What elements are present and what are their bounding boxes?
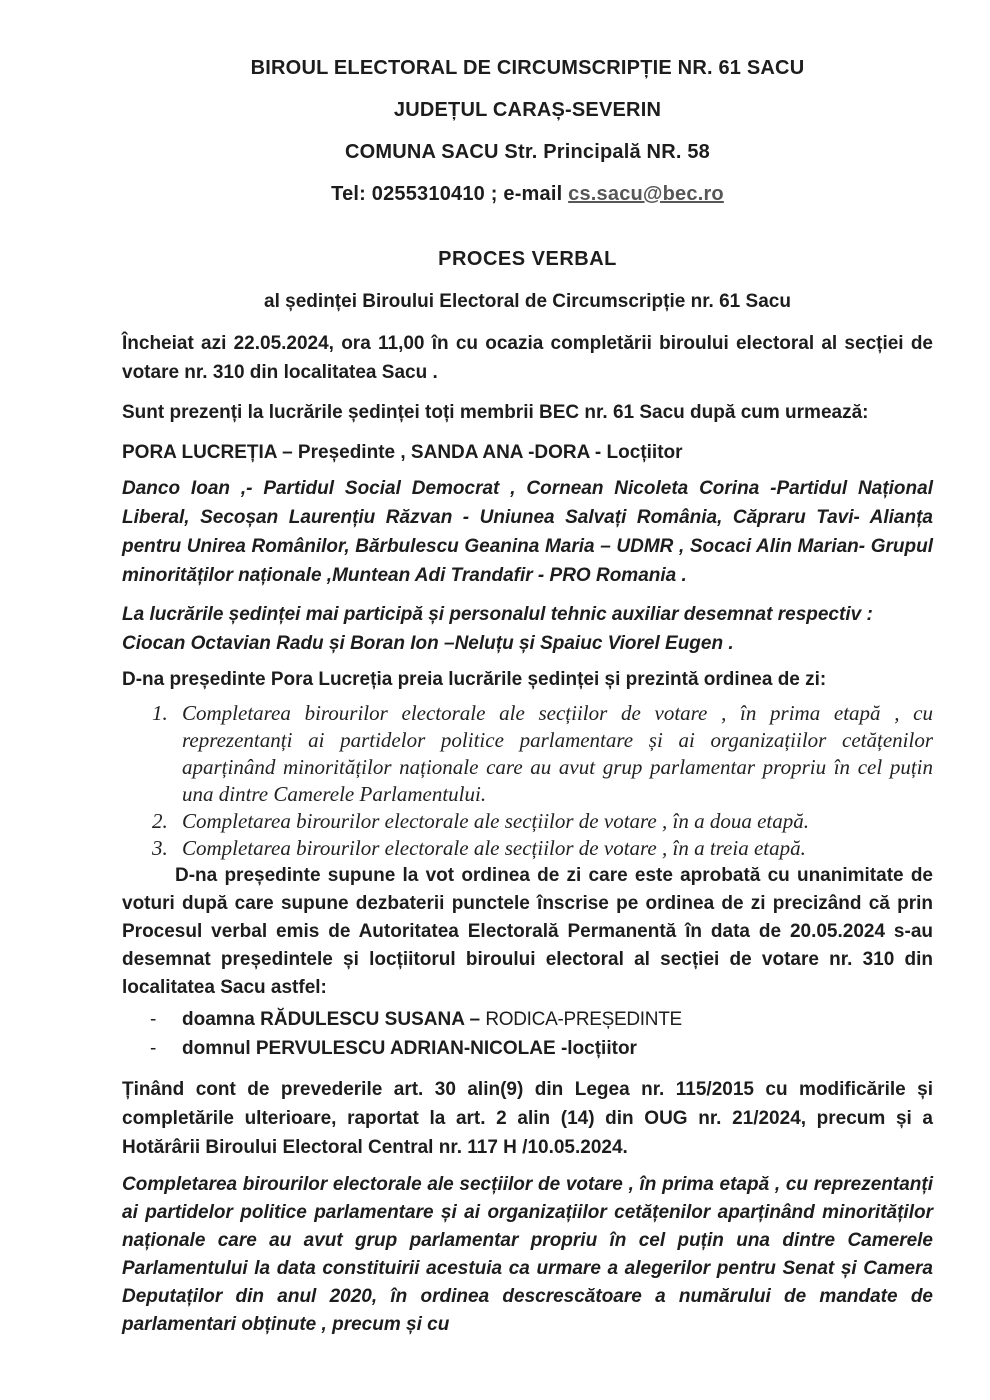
appointee-text bbox=[182, 1005, 682, 1034]
county-line: JUDEȚUL CARAȘ-SEVERIN bbox=[393, 99, 662, 121]
phone-label: Tel: 0255310410 ; e-mail bbox=[331, 183, 569, 205]
appointee-name-bold: domnul PERVULESCU ADRIAN-NICOLAE -locțiitor bbox=[182, 1038, 637, 1059]
agenda-item-number: 3. bbox=[152, 836, 168, 860]
agenda-item-number: 2. bbox=[152, 809, 168, 833]
address-line: COMUNA SACU Str. Principală NR. 58 bbox=[344, 141, 711, 163]
agenda-item-2 bbox=[152, 808, 933, 835]
paragraph-tehnic: La lucrările ședinței mai participă și personalul tehnic auxiliar desemnat respectiv : Ciocan Octavian Radu și Boran Ion –Neluțu și Spaiuc Viorel Eugen . bbox=[122, 604, 873, 654]
contact-line bbox=[122, 181, 933, 207]
paragraph-completarea: Completarea birourilor electorale ale secțiilor de votare , în prima etapă , cu reprezentanți ai partidelor politice parlamentare și ai organizațiilor cetățenilor aparținând minorităților naționale care au avut grup parlamentar propriu în cel puțin una dintre Camerele Parlamentului la data constituirii acestuia ca urmare a alegerilor pentru Senat și Camera Deputaților din anul 2020, în ordinea descrescătoare a numărului de mandate de parlamentari obținute , precum și cu bbox=[122, 1174, 933, 1335]
paragraph-tinand-cont: Ținând cont de prevederile art. 30 alin(9) din Legea nr. 115/2015 cu modificările și completările ulterioare, raportat la art. 2 alin (14) din OUG nr. 21/2024, precum și a Hotărârii Biroului Electoral Central nr. 117 H /10.05.2024. bbox=[122, 1079, 933, 1158]
appointee-name-suffix: RODICA-PREȘEDINTE bbox=[485, 1009, 682, 1030]
email-link[interactable]: cs.sacu@bec.ro bbox=[568, 183, 724, 205]
appointee-president bbox=[122, 1005, 933, 1034]
paragraph-conducere: PORA LUCREȚIA – Președinte , SANDA ANA -DORA - Locțiitor bbox=[122, 442, 683, 463]
agenda-item-3 bbox=[152, 835, 933, 862]
agenda-item-text: Completarea birourilor electorale ale secțiilor de votare , în a treia etapă. bbox=[182, 836, 806, 860]
appointees-list bbox=[122, 1005, 933, 1063]
agenda-item-text: Completarea birourilor electorale ale secțiilor de votare , în a doua etapă. bbox=[182, 809, 809, 833]
document-header bbox=[122, 55, 933, 207]
paragraph-prezenti: Sunt prezenți la lucrările ședinței toți membrii BEC nr. 61 Sacu după cum urmează: bbox=[122, 402, 869, 423]
doc-title: PROCES VERBAL bbox=[438, 248, 617, 270]
agenda-item-number: 1. bbox=[152, 701, 168, 725]
agenda-item-1 bbox=[152, 700, 933, 808]
org-name: BIROUL ELECTORAL DE CIRCUMSCRIPȚIE NR. 61 SACU bbox=[250, 57, 805, 79]
appointee-text bbox=[182, 1034, 637, 1063]
list-dash-marker: - bbox=[150, 1038, 157, 1059]
paragraph-incheiat: Încheiat azi 22.05.2024, ora 11,00 în cu ocazia completării biroului electoral al secției de votare nr. 310 din localitatea Sacu . bbox=[122, 333, 933, 383]
doc-subtitle: al ședinței Biroului Electoral de Circumscripție nr. 61 Sacu bbox=[264, 291, 791, 312]
list-dash-marker: - bbox=[150, 1009, 157, 1030]
agenda-item-text: Completarea birourilor electorale ale secțiilor de votare , în prima etapă , cu reprezentanți ai partidelor politice parlamentare și ai organizațiilor cetățenilor aparținând minorităților naționale care au avut grup parlamentar propriu în cel puțin una dintre Camerele Parlamentului. bbox=[182, 701, 933, 806]
appointee-name-bold: doamna RĂDULESCU SUSANA – bbox=[182, 1009, 486, 1030]
paragraph-membri: Danco Ioan ,- Partidul Social Democrat , Cornean Nicoleta Corina -Partidul Național Liberal, Secoșan Laurențiu Răzvan - Uniunea Salvați România, Căpraru Tavi- Alianța pentru Unirea Românilor, Bărbulescu Geanina Maria – UDMR , Socaci Alin Marian- Grupul minorităților naționale ,Muntean Adi Trandafir - PRO Romania . bbox=[122, 478, 933, 586]
agenda-list bbox=[122, 700, 933, 862]
appointee-deputy bbox=[122, 1034, 933, 1063]
paragraph-vot: D-na președinte supune la vot ordinea de zi care este aprobată cu unanimitate de voturi după care supune dezbaterii punctele înscrise pe ordinea de zi precizând că prin Procesul verbal emis de Autoritatea Electorală Permanentă în data de 20.05.2024 s-au desemnat președintele și locțiitorul biroului electoral al secției de votare nr. 310 din localitatea Sacu astfel: bbox=[122, 865, 933, 998]
paragraph-ordinea-de-zi: D-na președinte Pora Lucreția preia lucrările ședinței și prezintă ordinea de zi: bbox=[122, 669, 827, 690]
